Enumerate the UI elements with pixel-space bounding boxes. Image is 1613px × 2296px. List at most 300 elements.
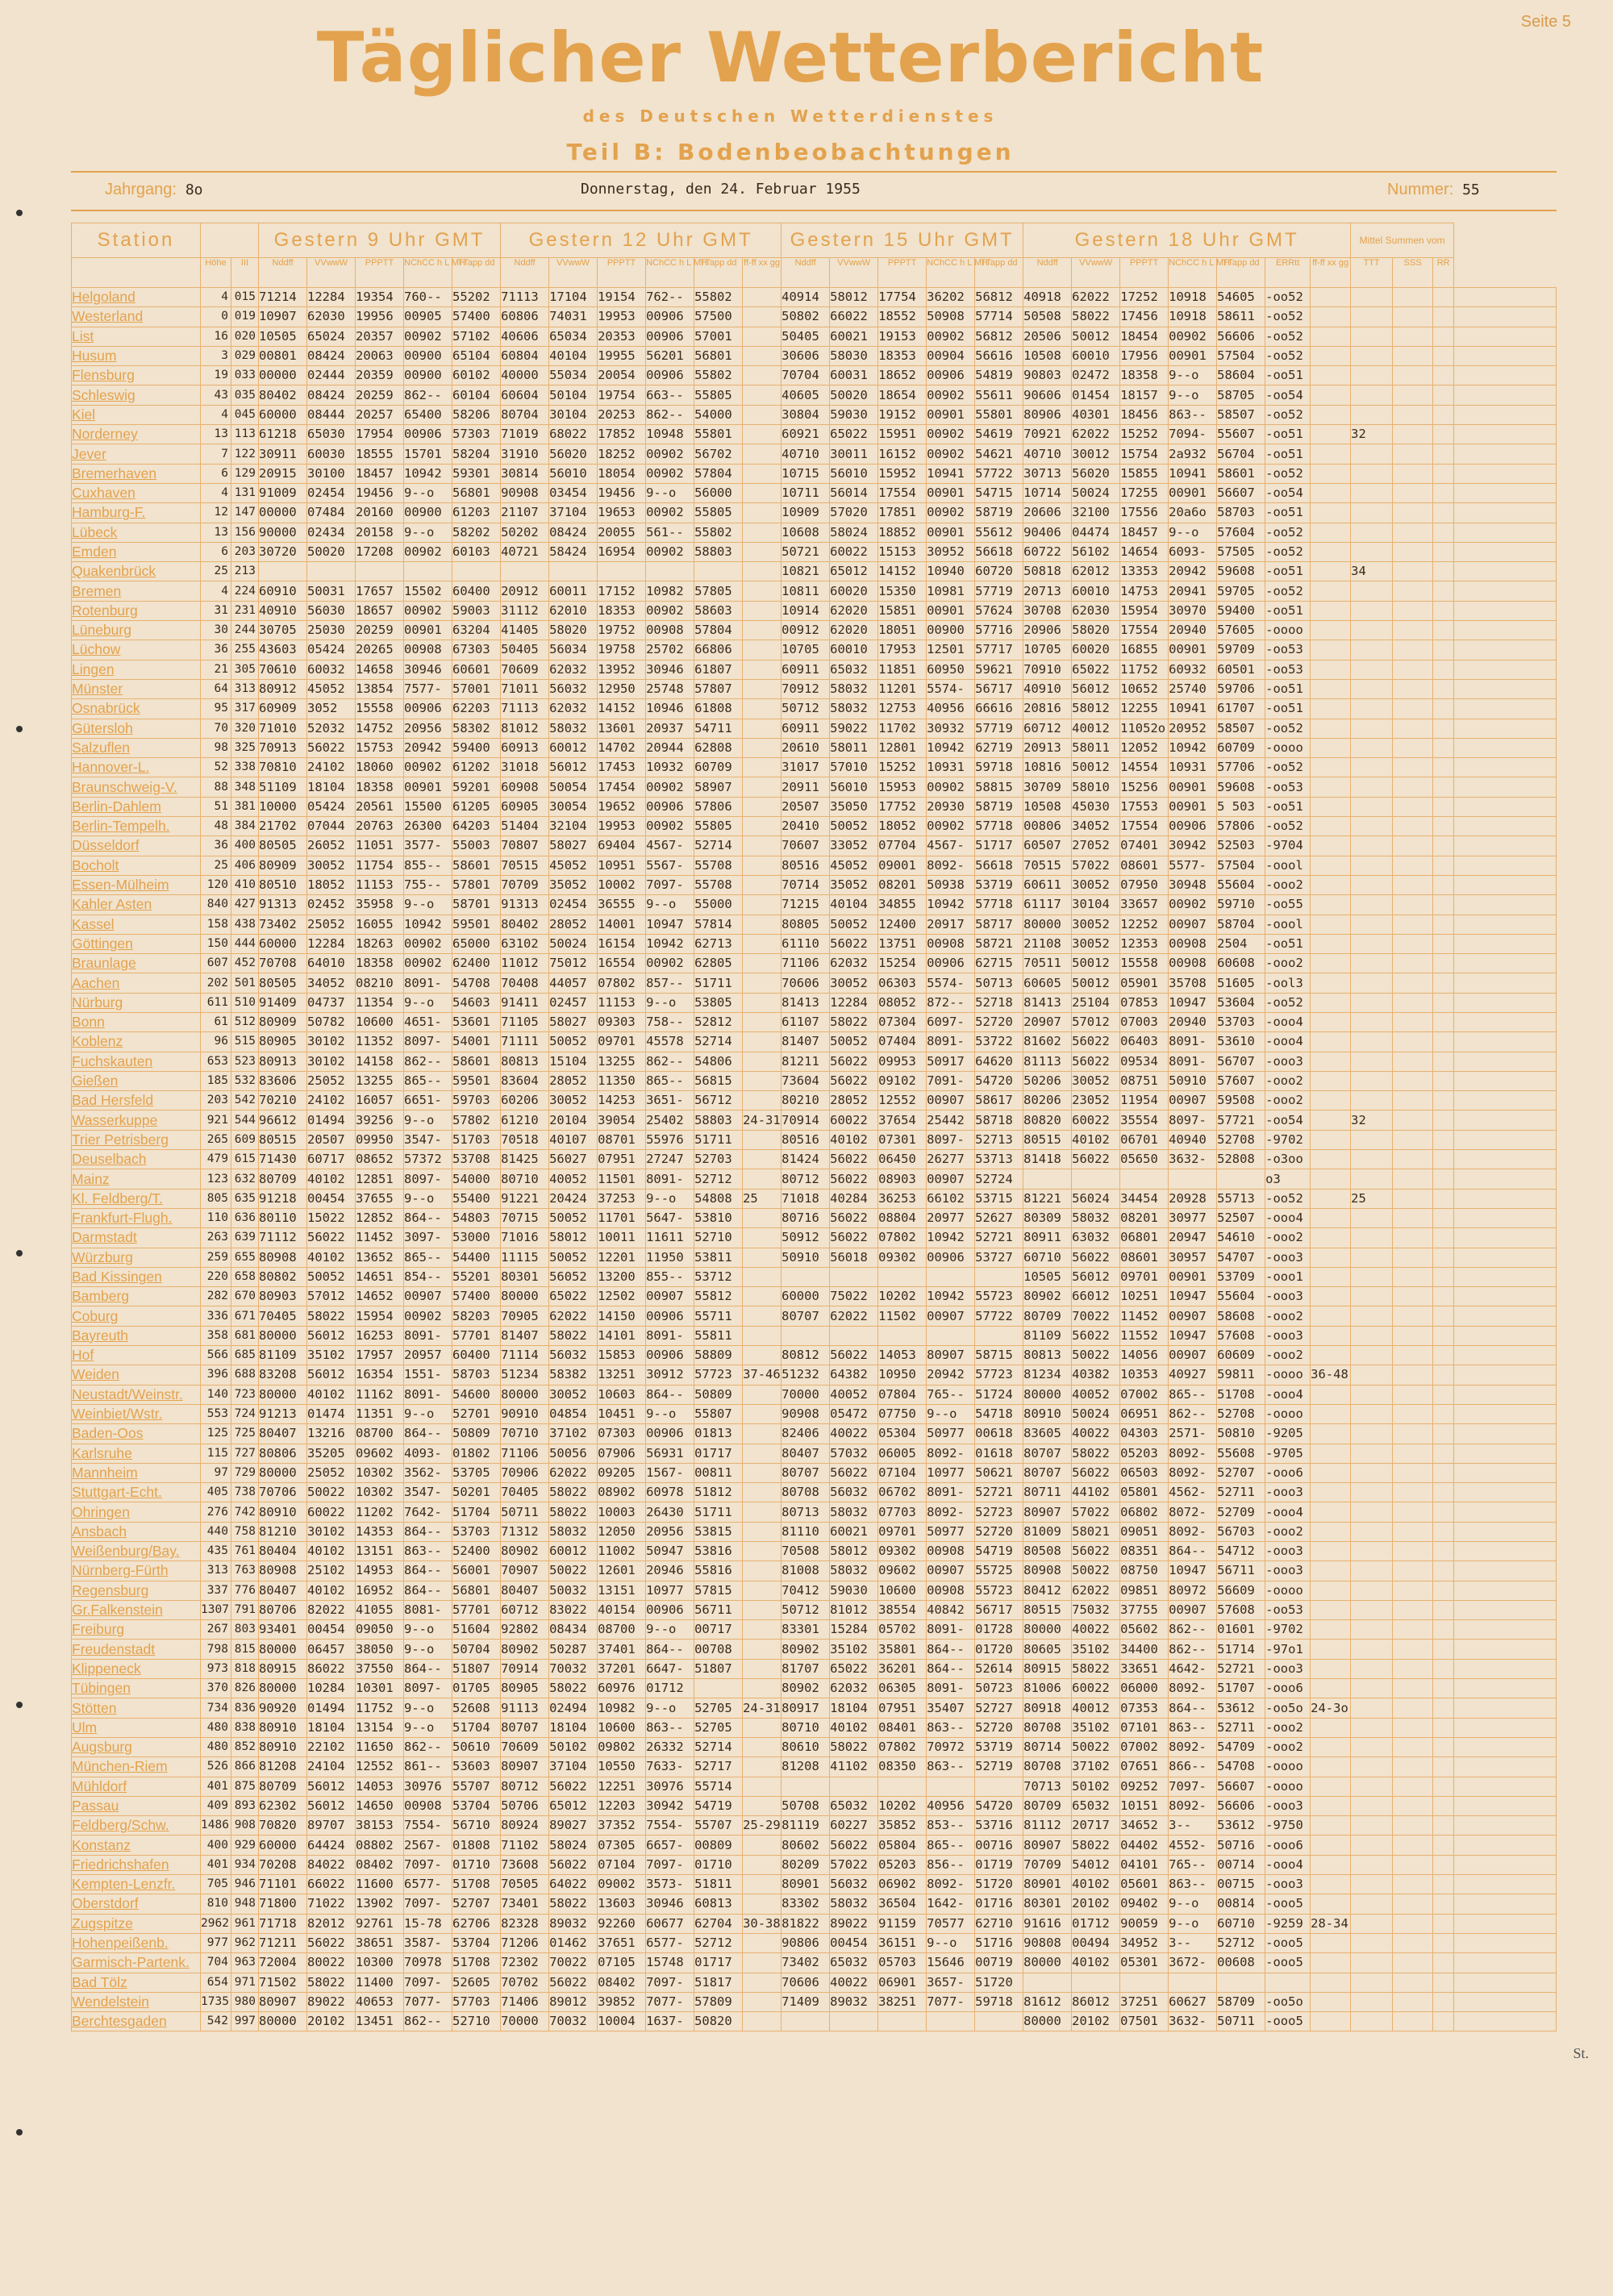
station-name: Weiden <box>72 1365 201 1385</box>
table-cell <box>1393 1287 1433 1306</box>
table-cell: 70709 <box>501 875 549 894</box>
table-cell: 57718 <box>975 895 1023 915</box>
table-cell: 11351 <box>356 1404 404 1423</box>
table-cell: -oo5o <box>1265 1992 1311 2011</box>
table-cell: 07044 <box>307 817 356 836</box>
table-cell: 41102 <box>830 1757 878 1777</box>
station-name: München-Riem <box>72 1757 201 1777</box>
table-cell: 56010 <box>830 464 878 483</box>
table-cell: 37253 <box>598 1189 646 1208</box>
table-cell: 58027 <box>549 1012 598 1031</box>
table-cell: 00906 <box>646 1600 694 1619</box>
table-cell: 80909 <box>259 856 307 875</box>
table-cell: 10353 <box>1120 1365 1169 1385</box>
table-cell <box>1454 738 1557 757</box>
table-cell: 81418 <box>1023 1150 1072 1169</box>
table-cell: 10705 <box>1023 640 1072 660</box>
table-cell: 60010 <box>1072 581 1120 601</box>
table-cell <box>743 1502 781 1522</box>
table-cell: 865-- <box>646 1071 694 1090</box>
table-cell: 30104 <box>549 405 598 424</box>
table-cell: 56010 <box>830 777 878 797</box>
table-cell: 58022 <box>549 1894 598 1914</box>
table-cell <box>1454 425 1557 444</box>
table-cell <box>1433 1698 1454 1718</box>
table-cell: 50012 <box>1072 954 1120 973</box>
table-cell <box>1393 562 1433 581</box>
table-cell <box>1433 1091 1454 1110</box>
table-cell: 16855 <box>1120 640 1169 660</box>
table-cell: 80301 <box>501 1267 549 1286</box>
table-cell: 4562- <box>1169 1483 1217 1502</box>
table-cell: 60932 <box>1169 660 1217 679</box>
table-cell: 864-- <box>646 1385 694 1404</box>
table-cell <box>1393 1875 1433 1894</box>
table-cell: 54712 <box>1217 1542 1265 1561</box>
table-cell <box>743 817 781 836</box>
table-cell: 45030 <box>1072 797 1120 816</box>
table-cell: 30946 <box>646 660 694 679</box>
table-cell: 70000 <box>501 2012 549 2031</box>
table-cell: -oooo <box>1265 1777 1311 1796</box>
table-cell: 40102 <box>830 1718 878 1737</box>
table-cell: 7097- <box>404 1855 452 1874</box>
table-cell: 58032 <box>830 1561 878 1581</box>
table-cell: -oo52 <box>1265 307 1311 327</box>
table-cell <box>1351 1640 1393 1659</box>
table-cell: 864-- <box>927 1640 975 1659</box>
table-cell: 51707 <box>1217 1679 1265 1698</box>
table-cell: 35205 <box>307 1444 356 1463</box>
table-cell: 70715 <box>501 1208 549 1227</box>
group-header-row <box>72 223 1557 258</box>
table-cell: 08402 <box>598 1973 646 1992</box>
table-cell: 8091- <box>1169 1032 1217 1052</box>
table-cell: 56711 <box>694 1600 743 1619</box>
table-row <box>72 1836 1557 1855</box>
table-cell: 56032 <box>830 1875 878 1894</box>
table-cell <box>743 915 781 934</box>
table-cell <box>1351 660 1393 679</box>
table-cell: 20353 <box>598 327 646 346</box>
column-header: TTapp dd <box>452 258 501 288</box>
table-cell: 10202 <box>878 1796 927 1815</box>
table-cell: 30052 <box>307 856 356 875</box>
station-name: Mainz <box>72 1169 201 1189</box>
table-cell: 435 <box>201 1542 231 1561</box>
table-cell: 00494 <box>1072 1933 1120 1952</box>
table-cell <box>743 993 781 1012</box>
table-cell: 50022 <box>1072 1737 1120 1756</box>
table-cell <box>743 1757 781 1777</box>
table-cell: 00902 <box>1169 327 1217 346</box>
table-cell <box>1311 1953 1351 1973</box>
table-cell: 10608 <box>781 523 830 542</box>
table-cell <box>1351 444 1393 464</box>
column-header: NChCC h L MH <box>1169 258 1217 288</box>
table-cell: -ooo2 <box>1265 1346 1311 1365</box>
table-cell: 89012 <box>549 1992 598 2011</box>
table-cell: 00901 <box>1169 1267 1217 1286</box>
table-cell: 00901 <box>404 777 452 797</box>
table-cell: 56707 <box>1217 1052 1265 1071</box>
table-cell: 59608 <box>1217 777 1265 797</box>
table-row <box>72 1385 1557 1404</box>
table-cell: 80309 <box>1023 1208 1072 1227</box>
table-cell <box>743 385 781 405</box>
table-cell: 07802 <box>598 973 646 993</box>
table-cell: 20606 <box>1023 503 1072 523</box>
table-cell: 55003 <box>452 836 501 856</box>
table-cell <box>878 2012 927 2031</box>
table-cell: 56711 <box>1217 1561 1265 1581</box>
station-name: Hof <box>72 1346 201 1365</box>
table-cell <box>1433 640 1454 660</box>
table-cell: 80412 <box>1023 1581 1072 1600</box>
table-cell: 80602 <box>781 1836 830 1855</box>
table-cell: 40154 <box>598 1600 646 1619</box>
table-cell: 07304 <box>878 1012 927 1031</box>
table-cell: 58382 <box>549 1365 598 1385</box>
table-cell <box>1311 385 1351 405</box>
table-cell: 36504 <box>878 1894 927 1914</box>
table-cell: 59022 <box>830 719 878 738</box>
table-cell: 50102 <box>549 1737 598 1756</box>
table-cell: 40022 <box>830 1424 878 1444</box>
table-cell: 00906 <box>404 425 452 444</box>
table-cell <box>1351 1855 1393 1874</box>
table-cell: 53805 <box>694 993 743 1012</box>
table-cell: 688 <box>231 1365 259 1385</box>
table-cell: 12203 <box>598 1796 646 1815</box>
table-cell: 52720 <box>975 1718 1023 1737</box>
table-cell: 19154 <box>598 288 646 307</box>
table-cell: 00907 <box>927 1561 975 1581</box>
table-cell: 12255 <box>1120 699 1169 719</box>
table-cell <box>1311 1287 1351 1306</box>
table-cell <box>1351 1012 1393 1031</box>
table-cell: 83605 <box>1023 1424 1072 1444</box>
table-cell: 50405 <box>781 327 830 346</box>
table-cell: 08201 <box>878 875 927 894</box>
table-cell: 09302 <box>878 1248 927 1267</box>
table-cell <box>743 954 781 973</box>
table-cell <box>1433 1248 1454 1267</box>
column-header: PPPTT <box>1120 258 1169 288</box>
table-cell: 14650 <box>356 1796 404 1815</box>
table-cell <box>1393 1698 1433 1718</box>
table-cell: 11201 <box>878 679 927 698</box>
station-name: Karlsruhe <box>72 1444 201 1463</box>
table-cell: 7642- <box>404 1502 452 1522</box>
table-cell: 400 <box>201 1836 231 1855</box>
table-cell <box>743 307 781 327</box>
table-row <box>72 1306 1557 1326</box>
station-name: Lingen <box>72 660 201 679</box>
table-cell: 57722 <box>975 464 1023 483</box>
table-cell: 98 <box>201 738 231 757</box>
table-cell <box>1433 699 1454 719</box>
table-cell: 58424 <box>549 542 598 561</box>
table-cell: 50947 <box>646 1542 694 1561</box>
table-cell: 28052 <box>830 1091 878 1110</box>
table-cell: 19653 <box>598 503 646 523</box>
table-cell: 12501 <box>927 640 975 660</box>
table-cell: 6647- <box>646 1659 694 1678</box>
table-row <box>72 758 1557 777</box>
table-cell: 58206 <box>452 405 501 424</box>
table-row <box>72 1052 1557 1071</box>
table-cell: 763 <box>231 1561 259 1581</box>
table-cell: 11002 <box>598 1542 646 1561</box>
table-cell: 00902 <box>927 385 975 405</box>
table-cell: 56012 <box>1072 1267 1120 1286</box>
table-cell: 66022 <box>307 1875 356 1894</box>
table-cell: 64382 <box>830 1365 878 1385</box>
station-name: Rotenburg <box>72 601 201 620</box>
table-cell: 10002 <box>598 875 646 894</box>
table-cell: 71502 <box>259 1973 307 1992</box>
table-cell: 452 <box>231 954 259 973</box>
table-cell <box>1433 719 1454 738</box>
table-cell: o3 <box>1265 1169 1311 1189</box>
table-cell: 671 <box>231 1306 259 1326</box>
table-cell <box>1433 1267 1454 1286</box>
table-cell <box>1393 699 1433 719</box>
table-cell: 35407 <box>927 1698 975 1718</box>
table-cell: 00906 <box>404 699 452 719</box>
table-cell: 17453 <box>598 758 646 777</box>
table-cell: 07853 <box>1120 993 1169 1012</box>
table-cell: 56815 <box>694 1071 743 1090</box>
station-name: Göttingen <box>72 934 201 953</box>
table-cell: 61107 <box>781 1012 830 1031</box>
table-cell <box>1433 425 1454 444</box>
table-cell: 50052 <box>830 915 878 934</box>
table-cell: 10947 <box>1169 1287 1217 1306</box>
table-cell: 71312 <box>501 1522 549 1541</box>
table-cell: 04854 <box>549 1404 598 1423</box>
table-cell: 89032 <box>549 1914 598 1933</box>
table-cell: 91313 <box>501 895 549 915</box>
table-cell: 22102 <box>307 1737 356 1756</box>
table-cell <box>1433 1659 1454 1678</box>
table-cell: 10508 <box>1023 797 1072 816</box>
table-cell <box>1393 895 1433 915</box>
table-cell: 45578 <box>646 1032 694 1052</box>
table-cell <box>743 777 781 797</box>
table-cell: 60206 <box>501 1091 549 1110</box>
table-cell: 56022 <box>1072 1463 1120 1482</box>
table-cell: 00906 <box>646 797 694 816</box>
table-cell: 35708 <box>1169 973 1217 993</box>
table-cell: 10301 <box>356 1679 404 1698</box>
table-cell: 51604 <box>452 1620 501 1640</box>
table-cell <box>1351 1620 1393 1640</box>
table-cell: 561-- <box>646 523 694 542</box>
table-cell: 80515 <box>1023 1600 1072 1619</box>
table-cell: 852 <box>231 1737 259 1756</box>
table-cell <box>1311 581 1351 601</box>
table-cell: 00902 <box>927 817 975 836</box>
table-cell: 02454 <box>307 483 356 502</box>
table-cell <box>1393 1385 1433 1404</box>
table-cell: 50052 <box>830 1032 878 1052</box>
station-name: Bad Hersfeld <box>72 1091 201 1110</box>
table-cell: 2504 <box>1217 934 1265 953</box>
table-cell: 30052 <box>830 973 878 993</box>
page-subtitle: des Deutschen Wetterdienstes <box>582 106 998 126</box>
table-cell <box>1311 875 1351 894</box>
column-header: TTapp dd <box>1217 258 1265 288</box>
table-cell: 58032 <box>830 699 878 719</box>
station-name: Wasserkuppe <box>72 1110 201 1130</box>
table-cell: -oo52 <box>1265 327 1311 346</box>
table-cell <box>1311 797 1351 816</box>
table-cell: 56022 <box>307 738 356 757</box>
table-cell: 14953 <box>356 1561 404 1581</box>
table-row <box>72 699 1557 719</box>
table-cell: 71019 <box>501 425 549 444</box>
table-cell <box>1351 464 1393 483</box>
station-name: Westerland <box>72 307 201 327</box>
table-cell: 60813 <box>694 1894 743 1914</box>
table-cell: 06457 <box>307 1640 356 1659</box>
table-cell <box>1351 817 1393 836</box>
table-cell: 57504 <box>1217 346 1265 365</box>
table-cell: 60030 <box>307 444 356 464</box>
table-cell: 6093- <box>1169 542 1217 561</box>
table-cell: 18051 <box>878 621 927 640</box>
column-header: PPPTT <box>878 258 927 288</box>
table-cell <box>1433 1953 1454 1973</box>
table-cell: 05650 <box>1120 1150 1169 1169</box>
table-cell: 60104 <box>452 385 501 405</box>
table-cell: 30912 <box>646 1365 694 1385</box>
table-cell: 00000 <box>259 503 307 523</box>
table-cell: 05424 <box>307 640 356 660</box>
table-cell <box>743 1346 781 1365</box>
table-cell: 10942 <box>927 1228 975 1248</box>
table-cell: 57714 <box>975 307 1023 327</box>
table-cell: 16152 <box>878 444 927 464</box>
table-cell: 7097- <box>1169 1777 1217 1796</box>
table-cell: 5577- <box>1169 856 1217 875</box>
table-cell: 58012 <box>549 1228 598 1248</box>
table-cell <box>1454 836 1557 856</box>
table-row <box>72 738 1557 757</box>
table-cell: 244 <box>231 621 259 640</box>
table-cell: 81109 <box>1023 1326 1072 1345</box>
table-cell: 80913 <box>259 1052 307 1071</box>
table-cell: 63032 <box>1072 1228 1120 1248</box>
station-name: Husum <box>72 346 201 365</box>
table-cell <box>1393 1600 1433 1619</box>
table-cell <box>743 1718 781 1737</box>
column-header: Nddff <box>501 258 549 288</box>
table-cell: 55807 <box>694 1404 743 1423</box>
table-cell: 480 <box>201 1718 231 1737</box>
table-cell: 50032 <box>549 1581 598 1600</box>
table-cell: 50012 <box>1072 758 1120 777</box>
table-cell: 56032 <box>830 1483 878 1502</box>
table-cell: 60978 <box>646 1483 694 1502</box>
table-cell <box>1351 346 1393 365</box>
table-cell: -oo52 <box>1265 581 1311 601</box>
table-cell: 56801 <box>452 483 501 502</box>
table-cell <box>1351 954 1393 973</box>
table-cell: 035 <box>231 385 259 405</box>
table-cell: -ooo1 <box>1265 1267 1311 1286</box>
table-cell: 15022 <box>307 1208 356 1227</box>
table-cell: 12251 <box>598 1777 646 1796</box>
table-cell: 51716 <box>975 1933 1023 1952</box>
table-cell: 56024 <box>1072 1189 1120 1208</box>
table-cell: 80716 <box>781 1208 830 1227</box>
table-cell: 00902 <box>927 327 975 346</box>
table-cell: 89027 <box>549 1816 598 1836</box>
table-cell: -oo54 <box>1265 483 1311 502</box>
table-cell: 57022 <box>1072 856 1120 875</box>
table-cell: 444 <box>231 934 259 953</box>
table-row <box>72 777 1557 797</box>
table-cell <box>1454 1581 1557 1600</box>
table-cell: -oo51 <box>1265 601 1311 620</box>
station-name: Schleswig <box>72 385 201 405</box>
table-cell: 3-- <box>1169 1933 1217 1952</box>
table-cell: 90808 <box>1023 1933 1072 1952</box>
table-cell: 34652 <box>1120 1816 1169 1836</box>
table-cell: 58032 <box>830 1502 878 1522</box>
table-cell <box>830 1267 878 1286</box>
table-cell: 00908 <box>1169 934 1217 953</box>
table-cell: -9259 <box>1265 1914 1311 1933</box>
table-cell: 409 <box>201 1796 231 1815</box>
table-cell <box>1454 719 1557 738</box>
table-cell: 20816 <box>1023 699 1072 719</box>
table-cell: 51109 <box>259 777 307 797</box>
table-cell: 862-- <box>404 1052 452 1071</box>
table-cell <box>1311 1110 1351 1130</box>
table-cell: 358 <box>201 1326 231 1345</box>
table-cell <box>1072 1169 1120 1189</box>
table-cell <box>743 1796 781 1815</box>
table-cell: 7091- <box>927 1071 975 1090</box>
table-cell: 54719 <box>975 1542 1023 1561</box>
column-header-row <box>72 258 1557 288</box>
table-cell: 56020 <box>1072 464 1120 483</box>
table-cell: 40956 <box>927 1796 975 1815</box>
table-cell <box>1351 1659 1393 1678</box>
table-cell: 00905 <box>404 307 452 327</box>
table-cell: 70609 <box>501 1737 549 1756</box>
table-cell: 18654 <box>878 385 927 405</box>
table-cell <box>1433 954 1454 973</box>
table-cell <box>743 1737 781 1756</box>
table-cell: 32 <box>1351 425 1393 444</box>
table-cell: 37401 <box>598 1640 646 1659</box>
table-cell: 56012 <box>1072 679 1120 698</box>
station-name: Weißenburg/Bay. <box>72 1542 201 1561</box>
column-header: TTapp dd <box>694 258 743 288</box>
table-cell <box>1393 1228 1433 1248</box>
table-cell: 57806 <box>1217 817 1265 836</box>
table-cell: 38554 <box>878 1600 927 1619</box>
table-cell: 80902 <box>1023 1287 1072 1306</box>
table-cell: 9--o <box>1169 385 1217 405</box>
table-cell <box>1351 699 1393 719</box>
table-cell <box>1311 1169 1351 1189</box>
